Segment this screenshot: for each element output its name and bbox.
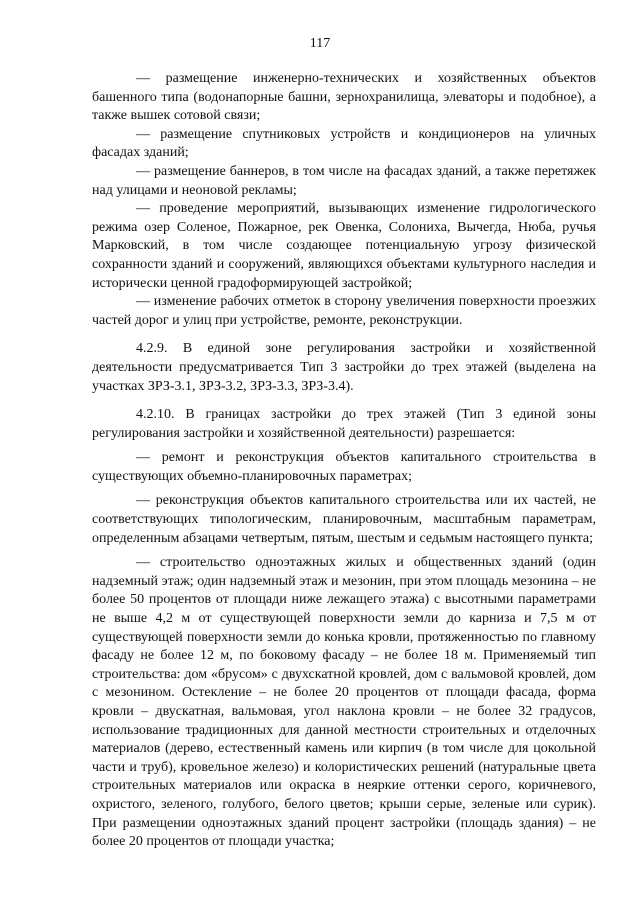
- paragraph-bullet-road-levels: — изменение рабочих отметок в сторону увеличения поверхности проезжих частей дорог и улиц при устройстве, ремонте, реконструкции.: [92, 294, 596, 328]
- document-body: [92, 70, 596, 852]
- paragraph-section-4-2-9: 4.2.9. В единой зоне регулирования застройки и хозяйственной деятельности предусматривается Тип 3 застройки до трех этажей (выделена на участках ЗРЗ-3.1, ЗРЗ-3.2, ЗРЗ-3.3, ЗРЗ-3.4).: [92, 341, 596, 394]
- paragraph-bullet-one-storey-construction: — строительство одноэтажных жилых и общественных зданий (один надземный этаж; один надземный этаж и мезонин, при этом площадь мезонина – не более 50 процентов от площади ниже лежащего этажа) с высотными параметрами не выше 4,2 м от существующей поверхности земли до карниза и 7,5 м от существующей поверхности земли до конька кровли, протяженностью по главному фасаду не более 12 м, по боковому фасаду – не более 18 м. Применяемый тип строительства: дом «брусом» с двухскатной кровлей, дом с вальмовой кровлей, дом с мезонином. Остекление – не более 20 процентов от площади фасада, форма кровли – двускатная, вальмовая, угол наклона кровли – не более 32 градусов, использование традиционных для данной местности строительных и отделочных материалов (дерево, естественный камень или кирпич (в том числе для цокольной части и труб), кровельное железо) и колористических решений (натуральные цвета строительных материалов или окраска в неяркие оттенки серого, коричневого, охристого, зеленого, голубого, белого цветов; крыши серые, зеленые или сурик). При размещении одноэтажных зданий процент застройки (площадь здания) – не более 20 процентов от площади участка;: [92, 555, 596, 850]
- paragraph-bullet-satellite-devices: — размещение спутниковых устройств и кондиционеров на уличных фасадах зданий;: [92, 126, 596, 161]
- paragraph-bullet-tower-objects: — размещение инженерно-технических и хозяйственных объектов башенного типа (водонапорные башни, зернохранилища, элеваторы и подобное), а также вышек сотовой связи;: [92, 71, 596, 124]
- paragraph-bullet-banners: — размещение баннеров, в том числе на фасадах зданий, а также перетяжек над улицами и неоновой рекламы;: [92, 163, 596, 198]
- paragraph-bullet-hydrological-regime: — проведение мероприятий, вызывающих изменение гидрологического режима озер Соленое, Пожарное, рек Овенка, Солониха, Вычегда, Нюба, ручья Марковский, в том числе создающее потенциальную угрозу физической сохранности зданий и сооружений, являющихся объектами культурного наследия и исторически ценной градоформирующей застройкой;: [92, 201, 596, 291]
- paragraph-bullet-repair: — ремонт и реконструкция объектов капитального строительства в существующих объемно-планировочных параметрах;: [92, 450, 596, 484]
- page-number: 117: [309, 36, 331, 51]
- paragraph-section-4-2-10: 4.2.10. В границах застройки до трех этажей (Тип 3 единой зоны регулирования застройки и хозяйственной деятельности) разрешается:: [92, 407, 596, 441]
- paragraph-bullet-reconstruction: — реконструкция объектов капитального строительства или их частей, не соответствующих типологическим, планировочным, масштабным параметрам, определенным абзацами четвертым, пятым, шестым и седьмым настоящего пункта;: [92, 493, 596, 546]
